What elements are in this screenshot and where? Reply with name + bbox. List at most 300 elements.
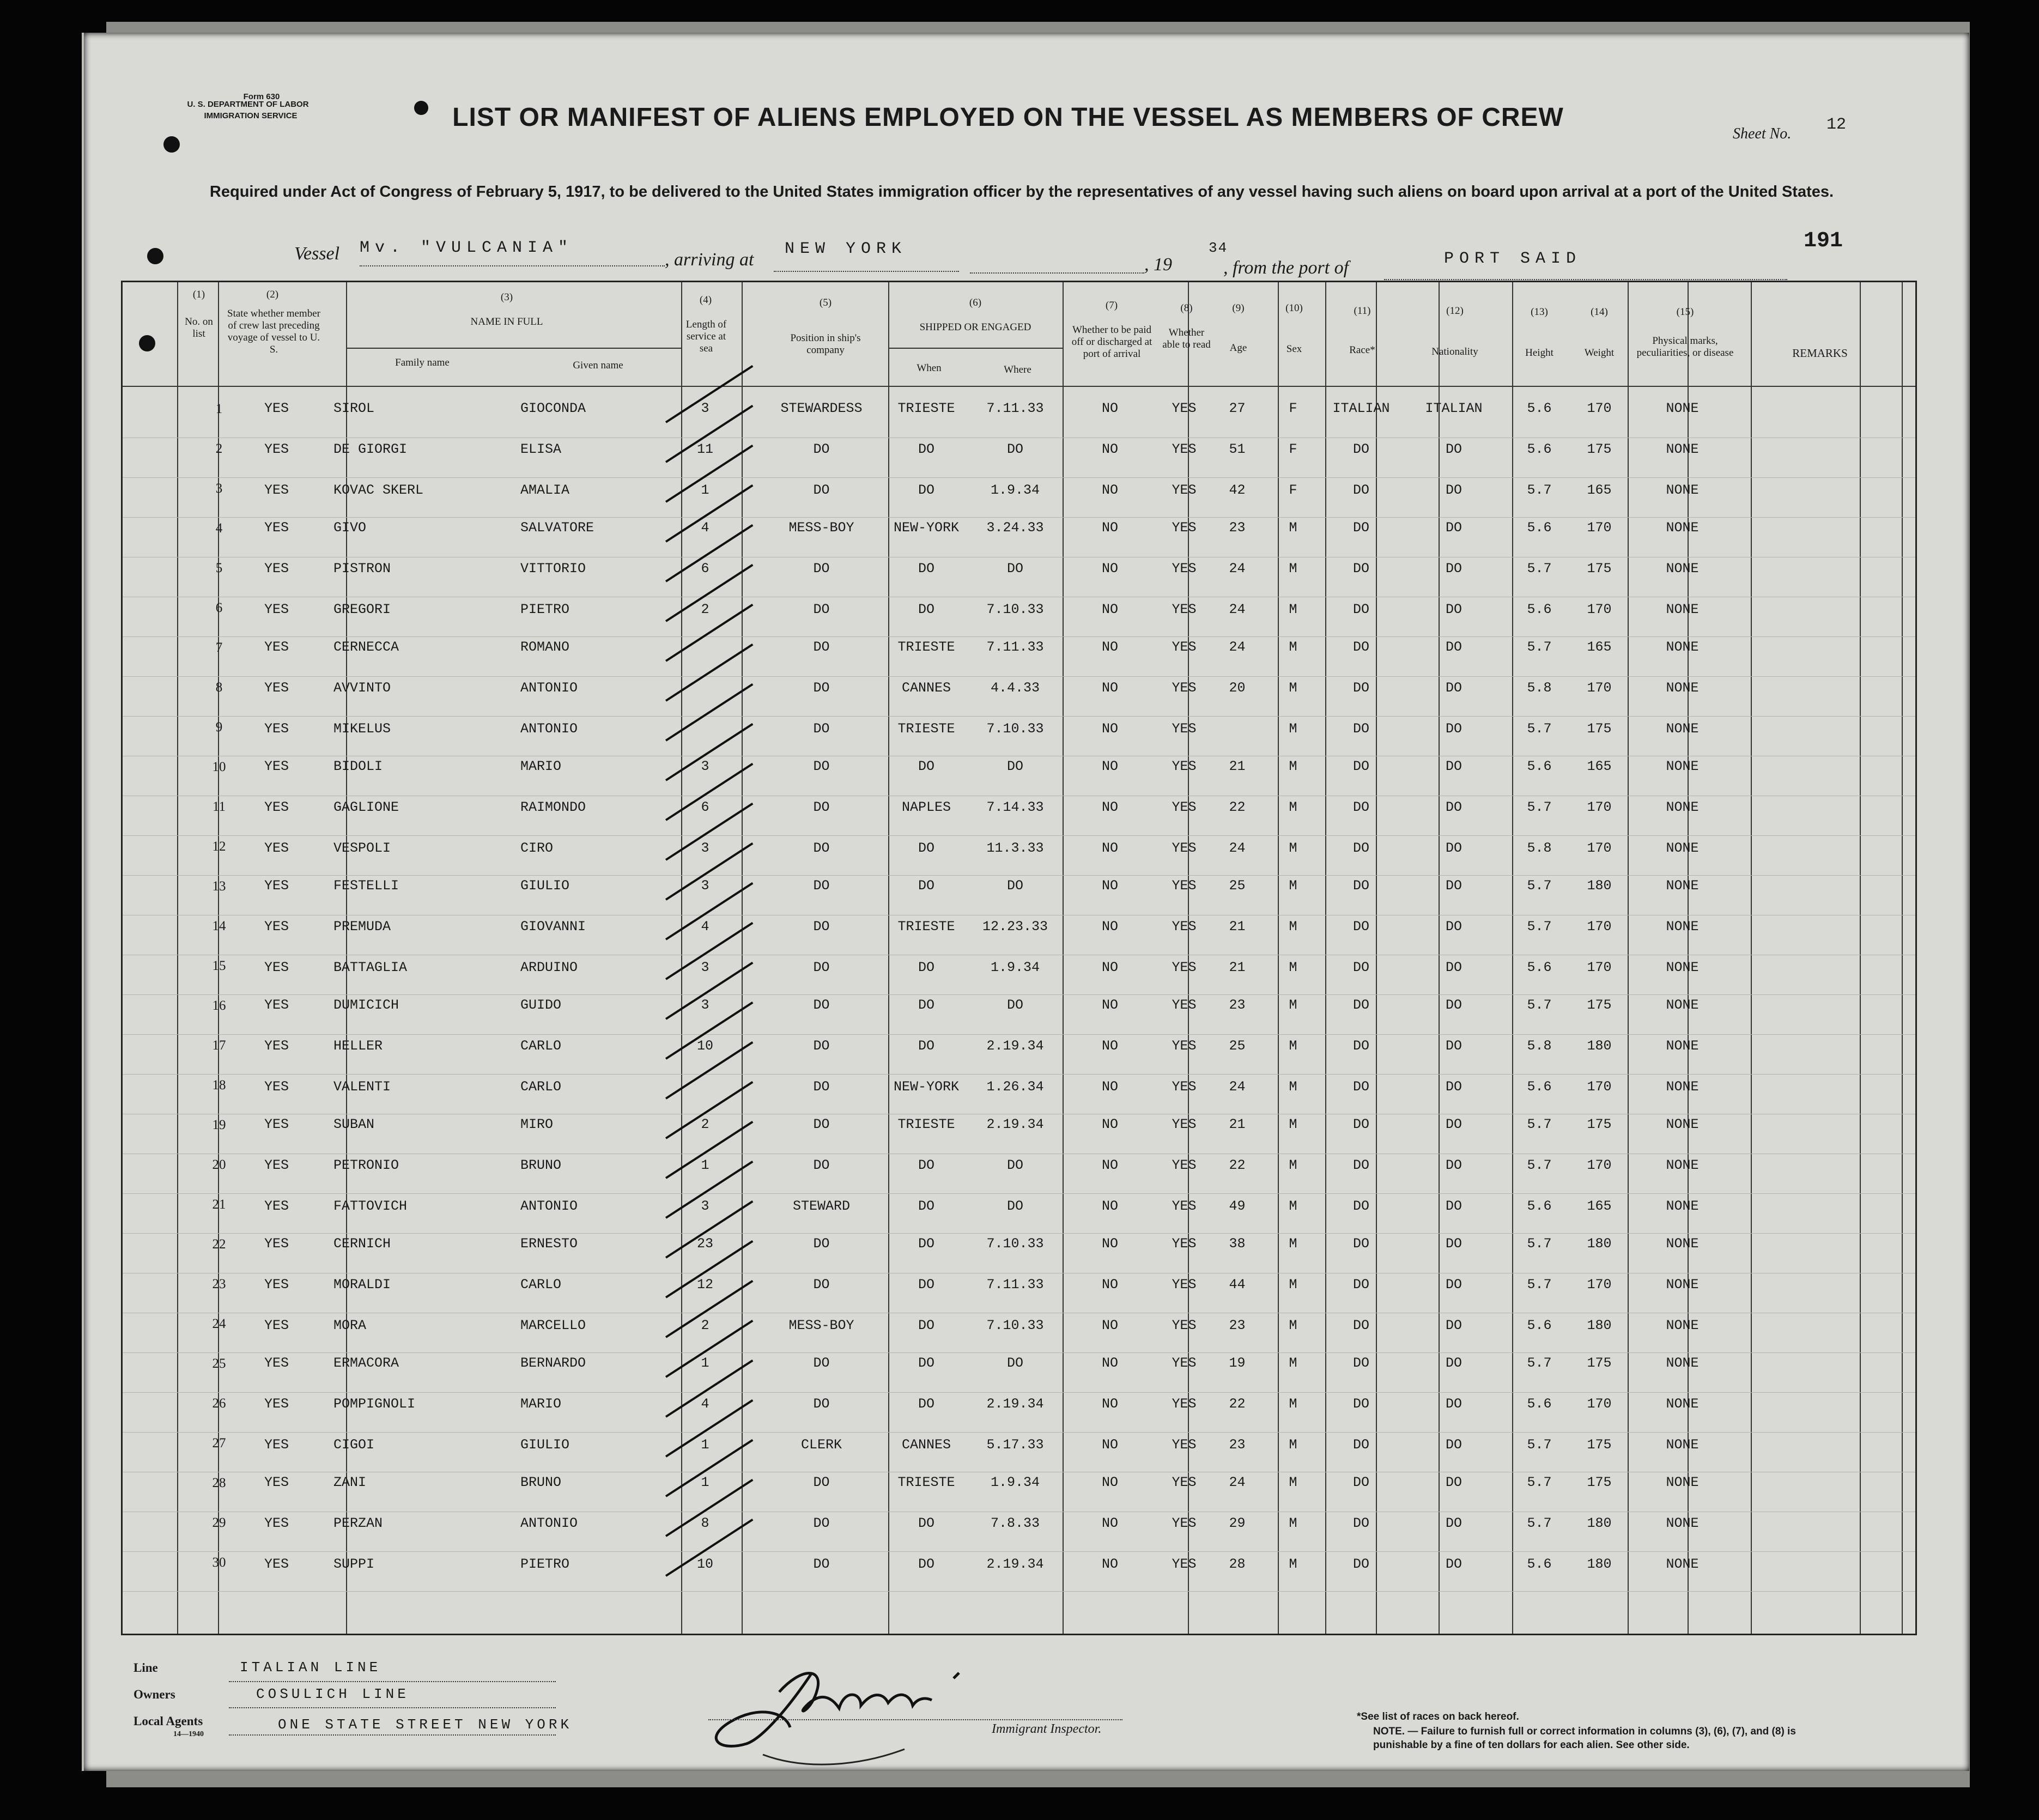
crew-service-cell: 12	[696, 1277, 713, 1293]
inspector-signature	[697, 1646, 1035, 1776]
crew-no-cell: 5	[215, 561, 223, 575]
column-rule	[1063, 282, 1064, 1634]
crew-age-cell: 25	[1229, 1038, 1246, 1054]
crew-weight-cell: 175	[1587, 1355, 1612, 1371]
crew-age-cell: 22	[1229, 1396, 1246, 1412]
crew-shipped-cell: DO	[918, 1556, 934, 1572]
col8-header: Whether able to read	[1162, 327, 1211, 350]
crew-service-cell: 6	[701, 561, 709, 577]
crew-paid-cell: NO	[1101, 561, 1118, 577]
crew-position-cell: MESS-BOY	[788, 520, 854, 536]
crew-where-cell: 1.9.34	[990, 1475, 1040, 1490]
crew-family-cell: GAGLIONE	[333, 799, 399, 815]
crew-marks-cell: NONE	[1666, 919, 1699, 935]
crew-given-cell: MIRO	[520, 1117, 554, 1132]
crew-paid-cell: NO	[1101, 1117, 1118, 1132]
crew-weight-cell: 175	[1587, 1437, 1612, 1453]
crew-race-cell: DO	[1352, 1117, 1369, 1132]
row-rule	[123, 1193, 1915, 1194]
crew-weight-cell: 175	[1587, 721, 1612, 737]
crew-age-cell: 20	[1229, 680, 1246, 696]
crew-paid-cell: NO	[1101, 441, 1118, 457]
crew-nat-cell: DO	[1445, 878, 1462, 894]
crew-where-cell: 2.19.34	[986, 1117, 1044, 1132]
crew-nat-cell: DO	[1445, 1556, 1462, 1572]
crew-no-cell: 10	[212, 760, 226, 774]
col6-header: SHIPPED OR ENGAGED	[919, 321, 1031, 333]
crew-race-cell: DO	[1352, 1556, 1369, 1572]
crew-height-cell: 5.6	[1527, 602, 1552, 617]
crew-age-cell: 24	[1229, 639, 1246, 655]
crew-paid-cell: NO	[1101, 1038, 1118, 1054]
crew-given-cell: GIULIO	[520, 1437, 570, 1453]
vessel-name: Mv. "VULCANIA"	[360, 239, 574, 257]
line-label: Line	[133, 1661, 158, 1675]
crew-position-cell: DO	[813, 1515, 830, 1531]
crew-shipped-cell: DO	[918, 602, 934, 617]
crew-age-cell: 49	[1229, 1198, 1246, 1214]
crew-no-cell: 12	[212, 839, 226, 854]
crew-race-cell: DO	[1352, 1079, 1369, 1095]
crew-where-cell: DO	[1006, 441, 1023, 457]
col10-number: (10)	[1285, 302, 1303, 314]
crew-shipped-cell: DO	[918, 1355, 934, 1371]
binder-hole	[163, 136, 180, 153]
crew-height-cell: 5.7	[1527, 1277, 1552, 1293]
crew-sex-cell: M	[1289, 1556, 1297, 1572]
crew-sex-cell: M	[1289, 1396, 1297, 1412]
col4-header: Length of service at sea	[685, 319, 727, 354]
crew-position-cell: DO	[813, 721, 830, 737]
crew-height-cell: 5.7	[1527, 1437, 1552, 1453]
crew-shipped-cell: NEW-YORK	[893, 1079, 960, 1095]
crew-shipped-cell: TRIESTE	[897, 401, 955, 416]
crew-nat-cell: DO	[1445, 1437, 1462, 1453]
crew-prev-cell: YES	[264, 997, 289, 1013]
crew-prev-cell: YES	[264, 919, 289, 935]
crew-service-cell: 8	[701, 1515, 709, 1531]
crew-height-cell: 5.7	[1527, 1515, 1552, 1531]
crew-no-cell: 25	[212, 1356, 226, 1371]
crew-weight-cell: 170	[1587, 919, 1612, 935]
crew-read-cell: YES	[1172, 1079, 1197, 1095]
row-rule	[123, 994, 1915, 995]
crew-race-cell: DO	[1352, 1318, 1369, 1333]
owners-field-line	[229, 1707, 556, 1708]
crew-prev-cell: YES	[264, 1079, 289, 1095]
remarks-header: REMARKS	[1792, 347, 1848, 360]
crew-given-cell: ANTONIO	[520, 721, 578, 737]
crew-height-cell: 5.7	[1527, 721, 1552, 737]
crew-position-cell: DO	[813, 1079, 830, 1095]
crew-no-cell: 23	[212, 1277, 226, 1291]
crew-given-cell: CARLO	[520, 1079, 562, 1095]
crew-height-cell: 5.7	[1527, 1475, 1552, 1490]
crew-paid-cell: NO	[1101, 602, 1118, 617]
crew-family-cell: PREMUDA	[333, 919, 391, 935]
crew-given-cell: GIULIO	[520, 878, 570, 894]
crew-sex-cell: M	[1289, 878, 1297, 894]
col5-number: (5)	[819, 297, 832, 308]
crew-shipped-cell: DO	[918, 1277, 934, 1293]
crew-height-cell: 5.7	[1527, 799, 1552, 815]
page-subtitle: Required under Act of Congress of February 5, 1917, to be delivered to the United States immigration officer by the representatives of any vessel having such aliens on board upon arrival at a port of the United States.	[209, 183, 1834, 201]
crew-given-cell: GUIDO	[520, 997, 562, 1013]
crew-family-cell: ZANI	[333, 1475, 367, 1490]
crew-service-cell: 3	[701, 1198, 709, 1214]
crew-nat-cell: DO	[1445, 919, 1462, 935]
col2-header: State whether member of crew last preceding voyage of vessel to U. S.	[227, 308, 320, 355]
crew-weight-cell: 170	[1587, 401, 1612, 416]
crew-prev-cell: YES	[264, 878, 289, 894]
crew-paid-cell: NO	[1101, 759, 1118, 774]
crew-sex-cell: M	[1289, 721, 1297, 737]
crew-marks-cell: NONE	[1666, 759, 1699, 774]
sheet-number: 12	[1826, 116, 1847, 134]
subheader-rule	[888, 348, 1063, 349]
crew-position-cell: CLERK	[800, 1437, 842, 1453]
crew-read-cell: YES	[1172, 960, 1197, 975]
crew-given-cell: MARIO	[520, 1396, 562, 1412]
crew-paid-cell: NO	[1101, 482, 1118, 498]
crew-height-cell: 5.6	[1527, 960, 1552, 975]
crew-position-cell: DO	[813, 1117, 830, 1132]
row-rule	[123, 716, 1915, 717]
service-name: IMMIGRATION SERVICE	[204, 111, 298, 120]
crew-prev-cell: YES	[264, 1157, 289, 1173]
crew-shipped-cell: DO	[918, 441, 934, 457]
crew-read-cell: YES	[1172, 401, 1197, 416]
crew-race-cell: DO	[1352, 1515, 1369, 1531]
crew-where-cell: 11.3.33	[986, 840, 1044, 856]
crew-prev-cell: YES	[264, 960, 289, 975]
crew-age-cell: 22	[1229, 799, 1246, 815]
crew-race-cell: DO	[1352, 441, 1369, 457]
crew-height-cell: 5.7	[1527, 639, 1552, 655]
crew-weight-cell: 165	[1587, 759, 1612, 774]
crew-service-cell: 3	[701, 997, 709, 1013]
crew-paid-cell: NO	[1101, 878, 1118, 894]
crew-height-cell: 5.8	[1527, 840, 1552, 856]
col14-number: (14)	[1591, 306, 1608, 318]
family-name-header: Family name	[395, 357, 450, 368]
crew-no-cell: 16	[212, 998, 226, 1013]
crew-no-cell: 14	[212, 919, 226, 933]
crew-family-cell: CERNICH	[333, 1236, 391, 1252]
crew-age-cell: 22	[1229, 1157, 1246, 1173]
crew-paid-cell: NO	[1101, 840, 1118, 856]
crew-no-cell: 29	[212, 1515, 226, 1530]
crew-nat-cell: DO	[1445, 602, 1462, 617]
crew-service-cell: 23	[696, 1236, 713, 1252]
crew-age-cell: 21	[1229, 919, 1246, 935]
crew-sex-cell: M	[1289, 520, 1297, 536]
crew-shipped-cell: DO	[918, 1038, 934, 1054]
shipped-when-header: When	[917, 362, 942, 374]
crew-height-cell: 5.7	[1527, 1157, 1552, 1173]
crew-shipped-cell: DO	[918, 997, 934, 1013]
crew-no-cell: 7	[215, 640, 223, 655]
crew-weight-cell: 165	[1587, 1198, 1612, 1214]
crew-weight-cell: 180	[1587, 878, 1612, 894]
crew-height-cell: 5.8	[1527, 680, 1552, 696]
crew-nat-cell: DO	[1445, 721, 1462, 737]
crew-family-cell: HELLER	[333, 1038, 383, 1054]
crew-given-cell: ANTONIO	[520, 1515, 578, 1531]
crew-where-cell: DO	[1006, 1355, 1023, 1371]
crew-family-cell: DUMICICH	[333, 997, 399, 1013]
crew-nat-cell: DO	[1445, 960, 1462, 975]
crew-race-cell: DO	[1352, 1038, 1369, 1054]
row-rule	[123, 835, 1915, 836]
crew-position-cell: DO	[813, 1475, 830, 1490]
crew-paid-cell: NO	[1101, 1475, 1118, 1490]
crew-service-cell: 6	[701, 799, 709, 815]
crew-height-cell: 5.7	[1527, 482, 1552, 498]
crew-marks-cell: NONE	[1666, 639, 1699, 655]
crew-family-cell: GIVO	[333, 520, 367, 536]
crew-given-cell: ROMANO	[520, 639, 570, 655]
crew-race-cell: DO	[1352, 997, 1369, 1013]
crew-position-cell: STEWARDESS	[780, 401, 863, 416]
crew-given-cell: BRUNO	[520, 1157, 562, 1173]
crew-marks-cell: NONE	[1666, 482, 1699, 498]
crew-prev-cell: YES	[264, 1437, 289, 1453]
crew-age-cell: 24	[1229, 1079, 1246, 1095]
crew-race-cell: DO	[1352, 520, 1369, 536]
crew-no-cell: 21	[212, 1197, 226, 1212]
from-port-label: , from the port of	[1223, 258, 1349, 278]
crew-weight-cell: 170	[1587, 960, 1612, 975]
arrival-port: NEW YORK	[785, 240, 907, 258]
crew-prev-cell: YES	[264, 602, 289, 617]
crew-position-cell: DO	[813, 919, 830, 935]
crew-family-cell: SUPPI	[333, 1556, 375, 1572]
crew-race-cell: DO	[1352, 878, 1369, 894]
col13-number: (13)	[1531, 306, 1548, 318]
row-rule	[123, 676, 1915, 677]
crew-position-cell: DO	[813, 997, 830, 1013]
crew-sex-cell: M	[1289, 799, 1297, 815]
crew-age-cell: 25	[1229, 878, 1246, 894]
crew-service-cell: 3	[701, 960, 709, 975]
crew-service-cell: 1	[701, 1355, 709, 1371]
crew-sex-cell: M	[1289, 1038, 1297, 1054]
crew-prev-cell: YES	[264, 441, 289, 457]
crew-nat-cell: DO	[1445, 759, 1462, 774]
crew-age-cell: 29	[1229, 1515, 1246, 1531]
crew-where-cell: DO	[1006, 997, 1023, 1013]
crew-read-cell: YES	[1172, 1556, 1197, 1572]
crew-sex-cell: M	[1289, 919, 1297, 935]
crew-race-cell: DO	[1352, 1236, 1369, 1252]
crew-sex-cell: F	[1289, 401, 1297, 416]
crew-nat-cell: DO	[1445, 1396, 1462, 1412]
crew-prev-cell: YES	[264, 759, 289, 774]
crew-read-cell: YES	[1172, 680, 1197, 696]
crew-paid-cell: NO	[1101, 639, 1118, 655]
crew-age-cell: 23	[1229, 1437, 1246, 1453]
crew-prev-cell: YES	[264, 1198, 289, 1214]
crew-shipped-cell: CANNES	[901, 1437, 951, 1453]
crew-shipped-cell: DO	[918, 840, 934, 856]
crew-weight-cell: 170	[1587, 1396, 1612, 1412]
col9-header: Age	[1229, 342, 1247, 354]
crew-sex-cell: M	[1289, 680, 1297, 696]
crew-position-cell: MESS-BOY	[788, 1318, 854, 1333]
crew-marks-cell: NONE	[1666, 1079, 1699, 1095]
crew-race-cell: DO	[1352, 482, 1369, 498]
crew-prev-cell: YES	[264, 1318, 289, 1333]
crew-family-cell: POMPIGNOLI	[333, 1396, 416, 1412]
crew-service-cell: 1	[701, 1475, 709, 1490]
crew-age-cell: 23	[1229, 997, 1246, 1013]
vessel-label: Vessel	[294, 244, 340, 264]
crew-given-cell: PIETRO	[520, 602, 570, 617]
crew-no-cell: 9	[215, 720, 223, 735]
crew-position-cell: DO	[813, 840, 830, 856]
crew-no-cell: 30	[212, 1555, 226, 1570]
crew-nat-cell: DO	[1445, 639, 1462, 655]
crew-nat-cell: DO	[1445, 1117, 1462, 1132]
crew-read-cell: YES	[1172, 878, 1197, 894]
crew-where-cell: 2.19.34	[986, 1556, 1044, 1572]
column-rule	[1860, 282, 1861, 1634]
inspector-line	[708, 1719, 1122, 1720]
crew-paid-cell: NO	[1101, 1236, 1118, 1252]
column-rule	[177, 282, 178, 1634]
crew-height-cell: 5.7	[1527, 1117, 1552, 1132]
crew-age-cell: 24	[1229, 602, 1246, 617]
crew-race-cell: DO	[1352, 1277, 1369, 1293]
crew-read-cell: YES	[1172, 1157, 1197, 1173]
crew-nat-cell: DO	[1445, 1157, 1462, 1173]
crew-prev-cell: YES	[264, 482, 289, 498]
crew-age-cell: 24	[1229, 840, 1246, 856]
crew-nat-cell: ITALIAN	[1425, 401, 1483, 416]
crew-nat-cell: DO	[1445, 520, 1462, 536]
crew-given-cell: ANTONIO	[520, 680, 578, 696]
crew-height-cell: 5.6	[1527, 1198, 1552, 1214]
crew-shipped-cell: TRIESTE	[897, 919, 955, 935]
crew-weight-cell: 170	[1587, 799, 1612, 815]
crew-no-cell: 17	[212, 1038, 226, 1053]
crew-where-cell: 1.9.34	[990, 482, 1040, 498]
crew-sex-cell: M	[1289, 1198, 1297, 1214]
crew-where-cell: 3.24.33	[986, 520, 1044, 536]
crew-paid-cell: NO	[1101, 721, 1118, 737]
crew-race-cell: ITALIAN	[1332, 401, 1390, 416]
crew-height-cell: 5.8	[1527, 1038, 1552, 1054]
crew-sex-cell: M	[1289, 997, 1297, 1013]
races-note: *See list of races on back hereof.	[1357, 1711, 1519, 1722]
crew-weight-cell: 180	[1587, 1318, 1612, 1333]
crew-sex-cell: F	[1289, 441, 1297, 457]
crew-paid-cell: NO	[1101, 1556, 1118, 1572]
crew-family-cell: CIGOI	[333, 1437, 375, 1453]
crew-sex-cell: M	[1289, 1079, 1297, 1095]
crew-read-cell: YES	[1172, 561, 1197, 577]
crew-race-cell: DO	[1352, 1355, 1369, 1371]
crew-sex-cell: F	[1289, 482, 1297, 498]
crew-prev-cell: YES	[264, 1038, 289, 1054]
crew-marks-cell: NONE	[1666, 1396, 1699, 1412]
crew-where-cell: DO	[1006, 1157, 1023, 1173]
crew-marks-cell: NONE	[1666, 799, 1699, 815]
crew-no-cell: 28	[212, 1476, 226, 1490]
crew-service-cell: 3	[701, 878, 709, 894]
stamped-number: 191	[1804, 229, 1843, 253]
crew-marks-cell: NONE	[1666, 1355, 1699, 1371]
crew-paid-cell: NO	[1101, 401, 1118, 416]
crew-shipped-cell: TRIESTE	[897, 639, 955, 655]
crew-read-cell: YES	[1172, 997, 1197, 1013]
crew-height-cell: 5.6	[1527, 759, 1552, 774]
crew-marks-cell: NONE	[1666, 401, 1699, 416]
crew-weight-cell: 175	[1587, 1117, 1612, 1132]
crew-given-cell: ELISA	[520, 441, 562, 457]
crew-prev-cell: YES	[264, 1475, 289, 1490]
crew-nat-cell: DO	[1445, 1355, 1462, 1371]
crew-nat-cell: DO	[1445, 1318, 1462, 1333]
crew-prev-cell: YES	[264, 401, 289, 416]
crew-paid-cell: NO	[1101, 1355, 1118, 1371]
agents-field-line	[229, 1734, 556, 1736]
col11-header: Race*	[1349, 344, 1375, 356]
crew-nat-cell: DO	[1445, 997, 1462, 1013]
crew-age-cell: 23	[1229, 1318, 1246, 1333]
steamship-line: ITALIAN LINE	[240, 1659, 381, 1676]
crew-read-cell: YES	[1172, 1475, 1197, 1490]
crew-race-cell: DO	[1352, 1198, 1369, 1214]
crew-no-cell: 8	[215, 680, 223, 695]
crew-read-cell: YES	[1172, 1515, 1197, 1531]
crew-height-cell: 5.6	[1527, 401, 1552, 416]
crew-paid-cell: NO	[1101, 1396, 1118, 1412]
crew-weight-cell: 170	[1587, 1157, 1612, 1173]
row-rule	[123, 636, 1915, 637]
crew-no-cell: 13	[212, 879, 226, 894]
penalty-note: NOTE. — Failure to furnish full or correct information in columns (3), (6), (7), and (8) is punishable by a fine of ten dollars for each alien. See other side.	[1373, 1726, 1796, 1751]
crew-family-cell: BATTAGLIA	[333, 960, 408, 975]
crew-service-cell: 10	[696, 1556, 713, 1572]
crew-paid-cell: NO	[1101, 1079, 1118, 1095]
crew-family-cell: SIROL	[333, 401, 375, 416]
crew-weight-cell: 170	[1587, 840, 1612, 856]
crew-race-cell: DO	[1352, 919, 1369, 935]
col12-number: (12)	[1446, 305, 1464, 317]
crew-where-cell: DO	[1006, 561, 1023, 577]
crew-read-cell: YES	[1172, 1355, 1197, 1371]
header-rule	[123, 386, 1915, 387]
crew-no-cell: 24	[212, 1317, 226, 1331]
col7-number: (7)	[1105, 300, 1118, 311]
crew-paid-cell: NO	[1101, 1277, 1118, 1293]
crew-weight-cell: 180	[1587, 1515, 1612, 1531]
crew-marks-cell: NONE	[1666, 1038, 1699, 1054]
crew-given-cell: ANTONIO	[520, 1198, 578, 1214]
crew-position-cell: DO	[813, 561, 830, 577]
crew-read-cell: YES	[1172, 1117, 1197, 1132]
crew-where-cell: 7.11.33	[986, 639, 1044, 655]
crew-shipped-cell: DO	[918, 960, 934, 975]
col9-number: (9)	[1232, 302, 1245, 314]
crew-sex-cell: M	[1289, 639, 1297, 655]
line-field-line	[229, 1681, 556, 1682]
crew-position-cell: DO	[813, 602, 830, 617]
crew-position-cell: DO	[813, 441, 830, 457]
crew-no-cell: 11	[212, 799, 226, 814]
